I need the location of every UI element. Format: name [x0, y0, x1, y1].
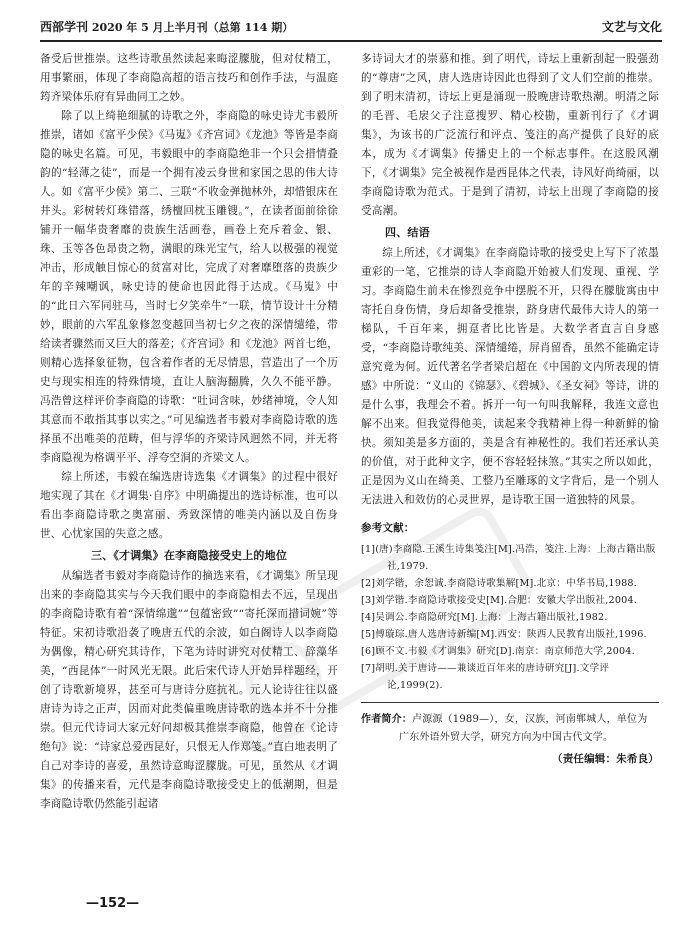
body-paragraph: 从编选者韦毅对李商隐诗作的摘选来看，《才调集》所呈现出来的李商隐其实与今天我们眼中的李商隐相去不远，呈现出的李商隐诗歌有着“深情绵邈”“包蕴密致”“寄托深而措词婉”等特征。宋初诗歌沿袭了晚唐五代的余波，如白阁诗人以李商隐为偶像，精心研究其诗作，下笔为诗时讲究对仗精工、辞藻华美，“西昆体”一时风光无限。此后宋代诗人开始异样题经，开创了诗歌新境界，甚至可与唐诗分庭抗礼。元人论诗往往以盛唐诗为诗之正声，因而对此类偏重晚唐诗歌的选本并不十分推崇。但元代诗词大家元好问却极其推崇李商隐，他曾在《论诗绝句》说：“诗家总爱西昆好，只恨无人作郑笺。”直白地表明了自己对李诗的喜爱，虽然诗意晦涩朦胧。可见，虽然从《才调集》的传播来看，元代是李商隐诗歌接受史上的低潮期，但是李商隐诗歌仍然能引起诸: [40, 570, 338, 810]
left-column: [40, 50, 338, 814]
reference-item: [5]傅璇琮.唐人选唐诗新编[M].西安：陕西人民教育出版社,1996.: [361, 629, 647, 640]
journal-issue: 2020 年 5 月上半月刊（总第 114 期）: [91, 21, 294, 34]
section-name: 文艺与文化: [601, 20, 662, 34]
author-label: 作者简介：: [361, 714, 412, 725]
author-bio: [361, 711, 659, 747]
body-paragraph: 备受后世推崇。这些诗歌虽然读起来晦涩朦胧，但对仗精工，用事繁丽，体现了李商隐高超的语言技巧和创作手法，与温庭筠齐梁体乐府有异曲同工之妙。: [40, 53, 338, 103]
author-line: 卢源源（1989—），女，汉族，河南郸城人，单位为: [412, 714, 648, 725]
author-line: 广东外语外贸大学，研究方向为中国古代文学。: [399, 732, 614, 743]
reference-item: [7]胡明.关于唐诗——兼谈近百年来的唐诗研究[J].文学评论,1999(2).: [361, 663, 610, 691]
reference-item: [4]吴调公.李商隐研究[M].上海：上海古籍出版社,1982.: [361, 612, 608, 623]
reference-item: [3]刘学锴.李商隐诗歌接受史[M].合肥：安徽大学出版社,2004.: [361, 595, 637, 606]
references-heading: 参考文献：: [361, 522, 415, 534]
body-paragraph: 除了以上绮艳细腻的诗歌之外，李商隐的咏史诗尤韦毅所推崇，诸如《富平少侯》《马嵬》《齐宫词》《龙池》等皆是李商隐的咏史名篇。可见，韦毅眼中的李商隐绝非一个只会措情叠韵的“轻薄之徒”，而是一个拥有凌云身世和家国之思的伟大诗人。如《富平少侯》第二、三联“不收金弹抛林外，却惜银床在井头。彩树转灯珠错落，绣檀回枕玉雕锼。”，在读者面前徐徐铺开一幅华贵奢靡的贵族生活画卷，画卷上充斥着金、银、珠、玉等各色昂贵之物，满眼的珠光宝气，给人以极强的视觉冲击，形成触目惊心的贫富对比，完成了对奢靡堕落的贵族少年的辛辣嘲讽，咏史诗的使命也因此得于达成。《马嵬》中的“此日六军同驻马，当时七夕笑牵牛”一联，情节设计十分精妙，眼前的六军乱象修忽变越回当初七夕之夜的深情缱绻，带给读者骤然而又巨大的落差；《齐宫词》和《龙池》两首七绝，则精心选择象征物，包含着作者的无尽情思，营造出了一个历史与现实相连的特殊情境，直让人脑海翻腾，久久不能平静。冯浩曾这样评价李商隐的诗歌：“吐词含味，妙绪神境，令人知其意而不敢指其事以实之。”可见编选者韦毅对李商隐诗歌的选择虽不出唯美的范畴，但与浮华的齐梁诗风迥然不同，并无将李商隐视为格调平平、浮夸空洞的齐梁文人。: [40, 110, 338, 464]
body-paragraph: 综上所述，《才调集》在李商隐诗歌的接受史上写下了浓墨重彩的一笔，它推崇的诗人李商隐开始被人们发现、重视、学习。李商隐生前未在惨烈竞争中摆脱不开，只得在朦胧寓由中寄托自身伤情，身后却备受推崇，跻身唐代最伟大诗人的第一梯队，千百年来，拥趸者比比皆是。大数学者直言自身感受，“李商隐诗歌纯美、深情缱绻，屏肖留香，虽然不能确定诗意究竟为何。近代著名学者梁启超在《中国韵文内所表现的情感》中所说：“义山的《锦瑟》、《碧城》、《圣女祠》等诗，讲的是什么事，我理会不着。拆开一句一句叫我解释，我连文意也解不出来。但我觉得他美，读起来令我精神上得一种新鲜的愉快。须知美是多方面的，美是含有神秘性的。我们若还承认美的价值，对于此种文字，便不容轻轻抹煞。”其实之所以如此，正是因为义山在绮美、工整乃至雕琢的文字背后，是一个别人无法进入和效仿的心灵世界，是诗歌王国一道独特的风景。: [361, 247, 659, 506]
journal-header-left: [40, 18, 293, 35]
reference-item: [1](唐)李商隐.王溪生诗集笺注[M].冯浩，笺注.上海：上海古籍出版社,1979.: [361, 544, 656, 572]
divider: [361, 702, 659, 703]
section-heading: 四、结语: [385, 226, 430, 239]
editor-credit: （责任编辑：朱希良）: [552, 753, 659, 765]
body-paragraph: 多诗词大才的崇慕和推。到了明代，诗坛上重新刮起一股强劲的“尊唐”之风，唐人选唐诗因此也得到了文人们空前的推崇。到了明末清初，诗坛上更是涌现一股晚唐诗歌热潮。明清之际的毛晋、毛扆父子注意搜罗、精心校勘，重新刊行了《才调集》，为该书的广泛流行和评点、笺注的高产提供了良好的底本，成为《才调集》传播史上的一个标志事件。在这股风潮下，《才调集》完全被视作是西昆体之代表，诗风好尚绮丽，以李商隐诗歌为范式。于是到了清初，诗坛上出现了李商隐的接受高潮。: [361, 53, 659, 217]
reference-item: [2]刘学锴，余恕诚.李商隐诗歌集解[M].北京：中华书局,1988.: [361, 578, 637, 589]
journal-brand: 西部学刊: [40, 20, 89, 34]
page-header: [40, 18, 662, 42]
body-paragraph: 综上所述，韦毅在编选唐诗选集《才调集》的过程中很好地实现了其在《才调集·自序》中明确提出的选诗标准，也可以看出李商隐诗歌之奥富丽、秀致深情的唯美内涵以及自伤身世、心忧家国的失意之感。: [40, 471, 338, 540]
section-heading: 三、《才调集》在李商隐接受史上的地位: [90, 549, 288, 562]
reference-item: [6]顾不文.韦毅《才调集》研究[D].南京：南京师范大学,2004.: [361, 646, 635, 657]
references: [361, 520, 659, 694]
page-number: —152—: [86, 896, 140, 911]
right-column: [361, 50, 659, 769]
